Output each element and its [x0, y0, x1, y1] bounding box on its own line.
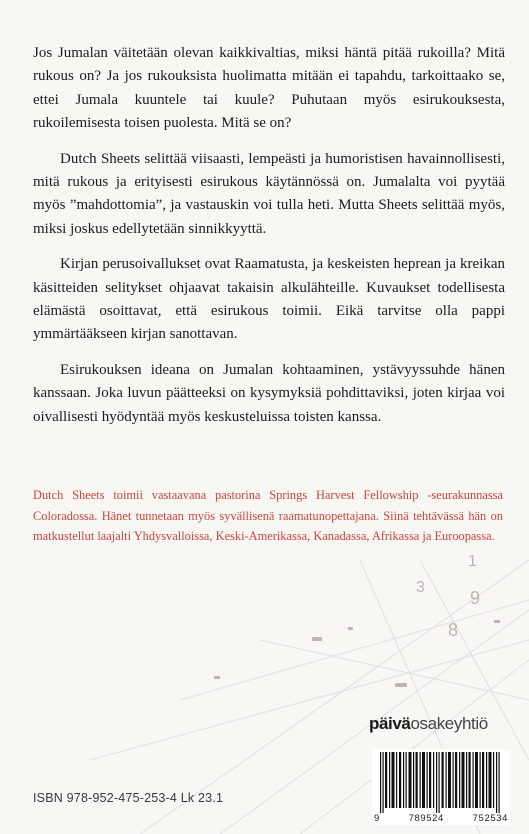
barcode-digits	[372, 813, 510, 824]
barcode-digits-left: 789524	[408, 813, 444, 824]
author-bio: Dutch Sheets toimii vastaavana pastorina Springs Harvest Fellowship -seurakunnassa Coloradossa. Hänet tunnetaan myös syvällisenä raamatunopettajana. Siinä tehtävässä hän on matkustellut laajalti Yhdysvalloissa, Keski-Amerikassa, Kanadassa, Afrikassa ja Euroopassa.	[33, 488, 503, 543]
svg-text:8: 8	[448, 620, 459, 640]
blurb-paragraph-4: Esirukouksen ideana on Jumalan kohtaaminen, ystävyyssuhde hänen kanssaan. Joka luvun päätteeksi on kysymyksiä pohdittaviksi, joten kirjaa voi oivallisesti hyödyntää myös keskusteluissa toisten kanssa.	[33, 361, 505, 425]
publisher-logo	[369, 714, 488, 734]
isbn-line: ISBN 978-952-475-253-4 Lk 23.1	[33, 791, 224, 805]
blurb	[33, 42, 505, 441]
barcode-digits-right: 752534	[472, 813, 508, 824]
publisher-name-part2: osakeyhtiö	[410, 714, 488, 733]
svg-text:9: 9	[470, 588, 481, 608]
svg-text:1: 1	[468, 553, 477, 570]
svg-text:3: 3	[416, 579, 425, 596]
barcode-digit-first: 9	[374, 813, 380, 824]
barcode-bars	[372, 749, 510, 813]
blurb-paragraph-2: Dutch Sheets selittää viisaasti, lempeästi ja humoristisen havainnollisesti, mitä rukous ja erityisesti esirukous käytännössä on. Jumalalta voi pyytää myös ”mahdottomia”, ja vastauskin voi tulla heti. Mutta Sheets selittää myös, miksi joskus edellytetään sinnikkyyttä.	[33, 150, 505, 237]
barcode	[372, 749, 510, 825]
publisher-name-part1: päivä	[369, 714, 411, 733]
blurb-paragraph-3: Kirjan perusoivallukset ovat Raamatusta, ja keskeisten heprean ja kreikan käsitteiden selitykset ohjaavat takaisin alkulähteille. Kuvaukset todellisesta elämästä osoittavat, että esirukous toimii. Eikä tarvitse olla pappi ymmärtääkseen kirjan sanottavan.	[33, 256, 505, 343]
blurb-paragraph-1: Jos Jumalan väitetään olevan kaikkivaltias, miksi häntä pitää rukoilla? Mitä rukous on? Ja jos rukouksista huolimatta mitään ei tapahdu, tarkoittaako se, ettei Jumala kuuntele tai kuule? Puhutaan myös esirukouksesta, rukoilemisesta toisen puolesta. Mitä se on?	[33, 45, 505, 132]
